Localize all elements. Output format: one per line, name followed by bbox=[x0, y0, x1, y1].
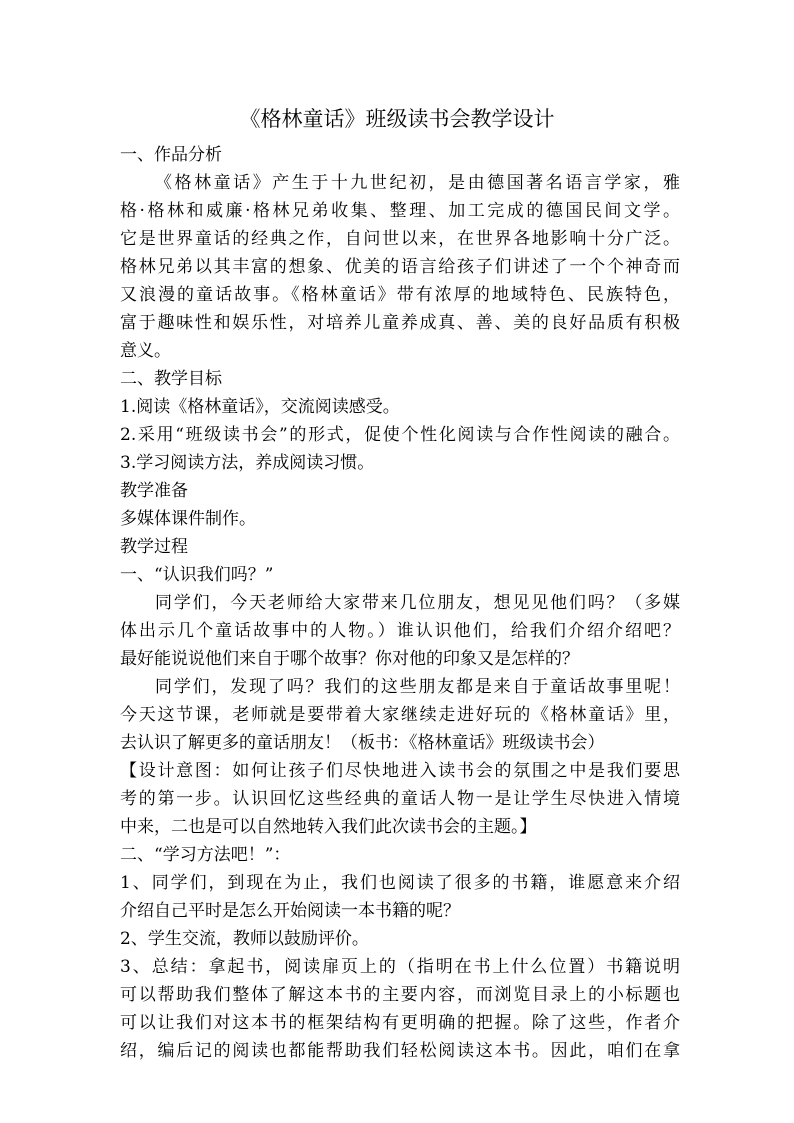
paragraph-line: 格林兄弟以其丰富的想象、优美的语言给孩子们讲述了一个个神奇而 bbox=[120, 257, 680, 277]
paragraph-line: 富于趣味性和娱乐性，对培养儿童养成真、善、美的良好品质有积极 bbox=[120, 313, 680, 333]
section-heading: 二、“学习方法吧！”： bbox=[120, 845, 291, 865]
paragraph-line: 今天这节课，老师就是要带着大家继续走进好玩的《格林童话》里， bbox=[120, 705, 680, 725]
list-item: 1.阅读《格林童话》，交流阅读感受。 bbox=[120, 397, 400, 417]
list-item: 3.学习阅读方法，养成阅读习惯。 bbox=[120, 453, 375, 473]
list-item: 绍，编后记的阅读也都能帮助我们轻松阅读这本书。因此，咱们在拿 bbox=[120, 1041, 680, 1061]
section-heading: 教学过程 bbox=[120, 537, 188, 557]
list-item: 3、总结：拿起书，阅读扉页上的（指明在书上什么位置）书籍说明 bbox=[120, 957, 680, 977]
paragraph-line: 体出示几个童话故事中的人物。）谁认识他们，给我们介绍介绍吧？ bbox=[120, 621, 680, 641]
paragraph-line: 最好能说说他们来自于哪个故事？你对他的印象又是怎样的？ bbox=[120, 649, 579, 669]
section-heading: 一、作品分析 bbox=[120, 145, 222, 165]
document-title: 《格林童话》班级读书会教学设计 bbox=[239, 107, 555, 131]
paragraph-line: 《格林童话》产生于十九世纪初，是由德国著名语言学家，雅 bbox=[155, 173, 680, 193]
paragraph-line: 格·格林和威廉·格林兄弟收集、整理、加工完成的德国民间文学。 bbox=[120, 201, 680, 221]
paragraph-line: 多媒体课件制作。 bbox=[120, 509, 256, 529]
section-heading: 二、教学目标 bbox=[120, 369, 222, 389]
paragraph-line: 它是世界童话的经典之作，自问世以来，在世界各地影响十分广泛。 bbox=[120, 229, 680, 249]
list-item: 可以帮助我们整体了解这本书的主要内容，而浏览目录上的小标题也 bbox=[120, 985, 680, 1005]
design-note-line: 【设计意图：如何让孩子们尽快地进入读书会的氛围之中是我们要思 bbox=[120, 761, 680, 781]
design-note-line: 考的第一步。认识回忆这些经典的童话人物一是让学生尽快进入情境 bbox=[120, 789, 680, 809]
list-item: 介绍自己平时是怎么开始阅读一本书籍的呢？ bbox=[120, 901, 460, 921]
paragraph-line: 去认识了解更多的童话朋友！（板书：《格林童话》班级读书会） bbox=[120, 733, 605, 753]
design-note-line: 中来，二也是可以自然地转入我们此次读书会的主题。】 bbox=[120, 817, 537, 837]
paragraph-line: 意义。 bbox=[120, 341, 171, 361]
section-heading: 一、“认识我们吗？” bbox=[120, 565, 274, 585]
list-item: 1、同学们，到现在为止，我们也阅读了很多的书籍，谁愿意来介绍 bbox=[120, 873, 680, 893]
section-heading: 教学准备 bbox=[120, 481, 188, 501]
paragraph-line: 又浪漫的童话故事。《格林童话》带有浓厚的地域特色、民族特色， bbox=[120, 285, 680, 305]
list-item: 2、学生交流，教师以鼓励评价。 bbox=[120, 929, 369, 949]
paragraph-line: 同学们，发现了吗？我们的这些朋友都是来自于童话故事里呢！ bbox=[155, 677, 680, 697]
list-item: 2.采用“班级读书会”的形式，促使个性化阅读与合作性阅读的融合。 bbox=[120, 425, 680, 445]
list-item: 可以让我们对这本书的框架结构有更明确的把握。除了这些，作者介 bbox=[120, 1013, 680, 1033]
paragraph-line: 同学们，今天老师给大家带来几位朋友，想见见他们吗？（多媒 bbox=[155, 593, 680, 613]
